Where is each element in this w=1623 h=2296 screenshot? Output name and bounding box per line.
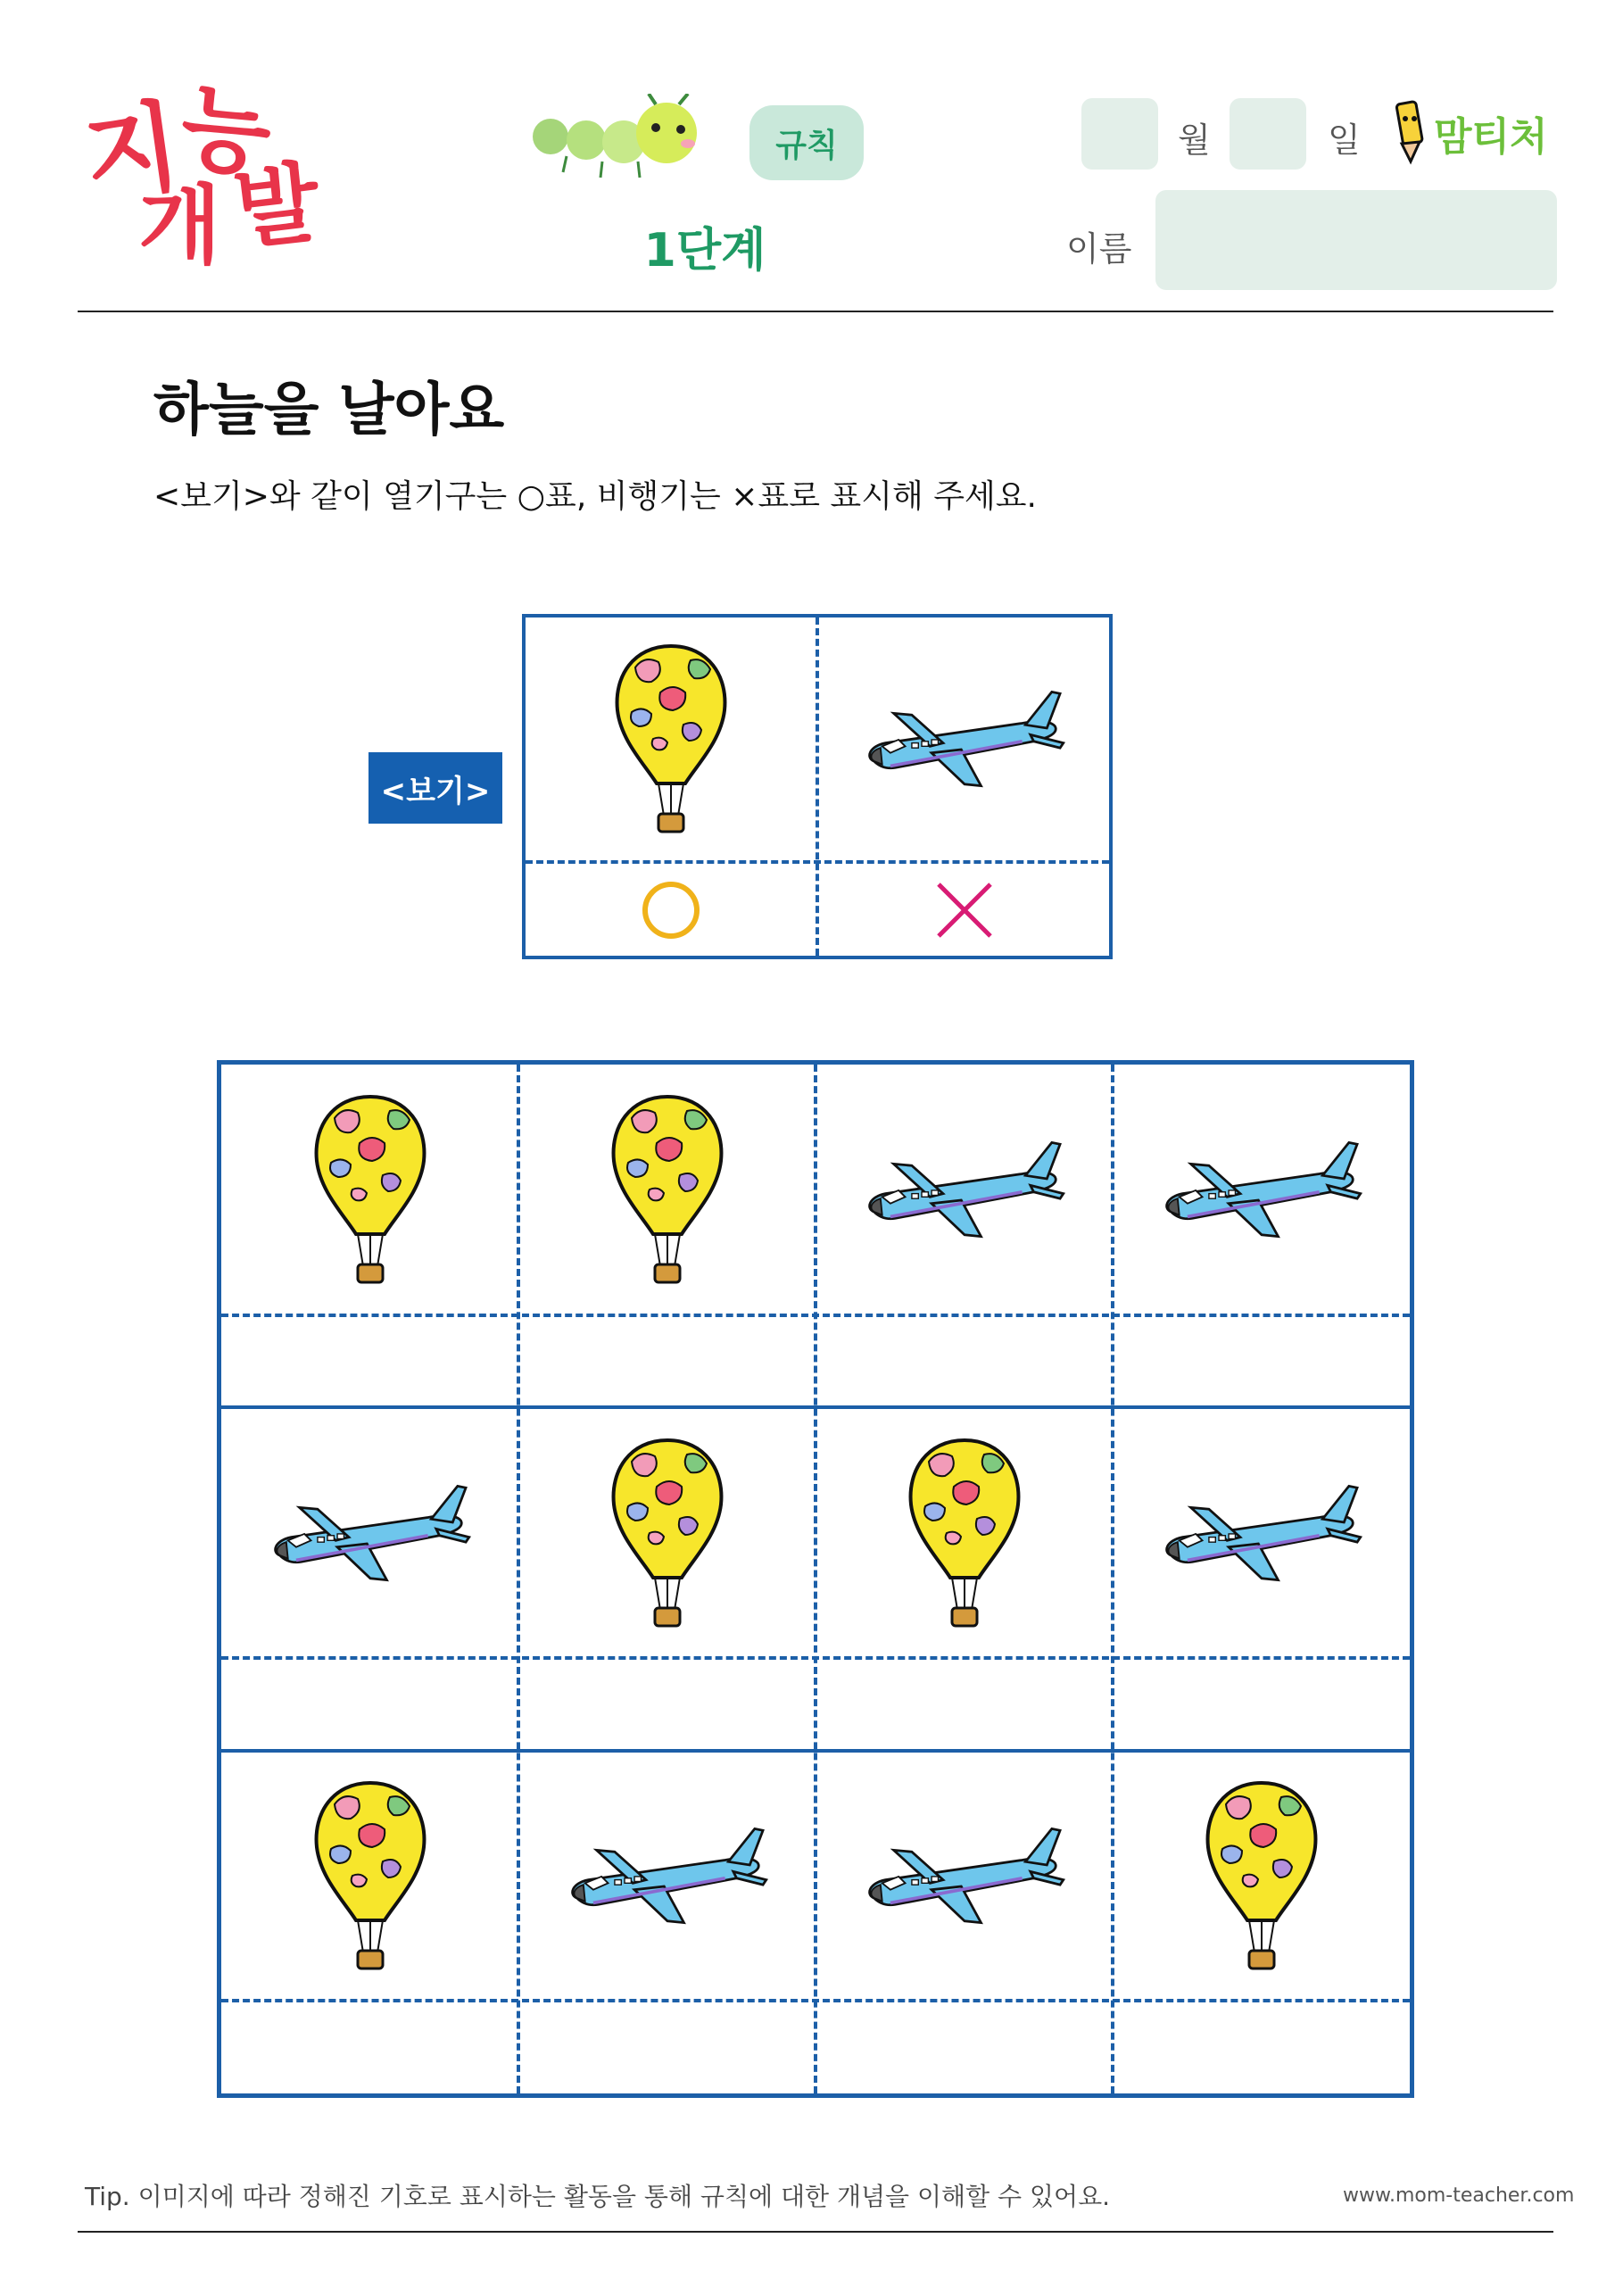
- airplane-icon: [1155, 1136, 1369, 1243]
- answer-cell[interactable]: [221, 2002, 518, 2092]
- pencil-mascot-icon: [1387, 94, 1432, 165]
- instruction-text: <보기>와 같이 열기구는 ○표, 비행기는 ×표로 표시해 주세요.: [153, 478, 1037, 515]
- balloon-cell: [1113, 1751, 1410, 2002]
- day-field[interactable]: [1230, 98, 1306, 170]
- balloon-cell: [816, 1407, 1113, 1658]
- logo-char-3: 개: [138, 176, 221, 276]
- level-label: 1단계: [643, 224, 766, 278]
- answer-cell[interactable]: [518, 1660, 816, 1749]
- hot-air-balloon-icon: [308, 1778, 433, 1974]
- hot-air-balloon-icon: [609, 641, 733, 837]
- hot-air-balloon-icon: [902, 1435, 1027, 1631]
- balloon-cell: [221, 1751, 518, 2002]
- airplane-cell: [816, 1751, 1113, 2002]
- circle-mark-icon: [640, 879, 702, 941]
- hot-air-balloon-icon: [605, 1435, 730, 1631]
- airplane-icon: [857, 1136, 1072, 1243]
- answer-cell[interactable]: [816, 1660, 1113, 1749]
- page-title: 하늘을 날아요: [153, 377, 505, 443]
- site-url: www.mom-teacher.com: [1343, 2184, 1575, 2207]
- airplane-icon: [857, 685, 1072, 792]
- brand-name: 맘티처: [1434, 114, 1548, 160]
- answer-cell[interactable]: [1113, 1317, 1410, 1406]
- airplane-cell: [816, 1065, 1113, 1315]
- example-box: [522, 614, 1113, 959]
- brand-logo: [77, 72, 335, 281]
- logo-char-2: 능: [175, 72, 277, 190]
- example-balloon-cell: [526, 618, 816, 860]
- answer-cell[interactable]: [1113, 1660, 1410, 1749]
- airplane-icon: [1155, 1480, 1369, 1587]
- balloon-cell: [518, 1407, 816, 1658]
- month-field[interactable]: [1081, 98, 1158, 170]
- airplane-icon: [857, 1822, 1072, 1929]
- example-circle-mark: [526, 864, 816, 956]
- airplane-cell: [1113, 1065, 1410, 1315]
- answer-cell[interactable]: [518, 2002, 816, 2092]
- answer-cell[interactable]: [816, 2002, 1113, 2092]
- answer-cell[interactable]: [1113, 2002, 1410, 2092]
- name-field[interactable]: [1155, 190, 1557, 290]
- footer-divider: [78, 2231, 1553, 2233]
- day-label: 일: [1328, 120, 1361, 160]
- header-divider: [78, 311, 1553, 312]
- hot-air-balloon-icon: [605, 1091, 730, 1288]
- example-label: <보기>: [368, 752, 502, 824]
- hot-air-balloon-icon: [1199, 1778, 1324, 1974]
- mom-teacher-logo: [1387, 94, 1566, 165]
- airplane-icon: [560, 1822, 774, 1929]
- logo-char-4: 발: [229, 152, 325, 262]
- category-badge: 규칙: [749, 105, 864, 180]
- airplane-cell: [518, 1751, 816, 2002]
- airplane-cell: [1113, 1407, 1410, 1658]
- tip-text: Tip. 이미지에 따라 정해진 기호로 표시하는 활동을 통해 규칙에 대한 개념을 이해할 수 있어요.: [85, 2182, 1111, 2211]
- airplane-cell: [221, 1407, 518, 1658]
- answer-cell[interactable]: [221, 1317, 518, 1406]
- example-x-mark: [819, 864, 1109, 956]
- month-label: 월: [1178, 120, 1211, 160]
- airplane-icon: [263, 1480, 477, 1587]
- name-label: 이름: [1066, 229, 1132, 269]
- logo-char-1: 지: [77, 88, 187, 215]
- example-airplane-cell: [819, 618, 1109, 860]
- caterpillar-icon: [531, 94, 745, 192]
- worksheet-grid: [217, 1060, 1414, 2098]
- answer-cell[interactable]: [816, 1317, 1113, 1406]
- balloon-cell: [518, 1065, 816, 1315]
- answer-cell[interactable]: [221, 1660, 518, 1749]
- balloon-cell: [221, 1065, 518, 1315]
- answer-cell[interactable]: [518, 1317, 816, 1406]
- x-mark-icon: [933, 879, 996, 941]
- hot-air-balloon-icon: [308, 1091, 433, 1288]
